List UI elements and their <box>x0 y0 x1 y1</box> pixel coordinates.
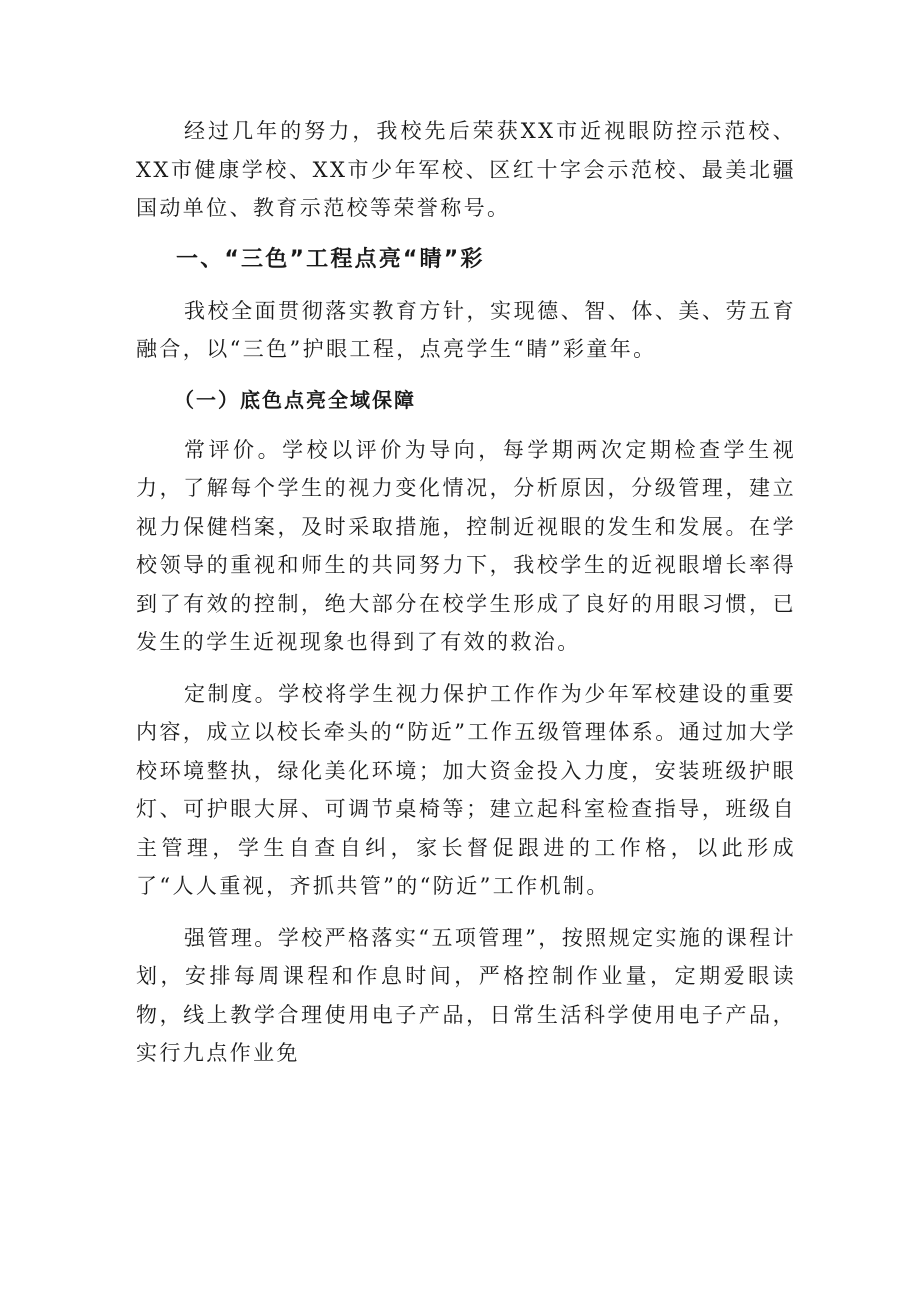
subsection-heading-1: （一）底色点亮全域保障 <box>174 387 416 412</box>
paragraph-evaluation: 常评价。学校以评价为导向，每学期两次定期检查学生视力，了解每个学生的视力变化情况，分析原因，分级管理，建立视力保健档案，及时采取措施，控制近视眼的发生和发展。在学校领导的重视和师生的共同努力下，我校学生的近视眼增长率得到了有效的控制，绝大部分在校学生形成了良好的用眼习惯，已发生的学生近视现象也得到了有效的救治。 <box>136 437 796 654</box>
paragraph-section1-intro: 我校全面贯彻落实教育方针，实现德、智、体、美、劳五育融合，以“三色”护眼工程，点亮学生“睛”彩童年。 <box>136 298 796 361</box>
document-body <box>136 112 796 1086</box>
section-heading-1: 一、“三色”工程点亮“睛”彩 <box>176 246 485 272</box>
paragraph-management: 强管理。学校严格落实“五项管理”，按照规定实施的课程计划，安排每周课程和作息时间，严格控制作业量，定期爱眼读物，线上教学合理使用电子产品，日常生活科学使用电子产品，实行九点作业免 <box>136 925 796 1065</box>
paragraph-intro: 经过几年的努力，我校先后荣获XX市近视眼防控示范校、XX市健康学校、XX市少年军校、区红十字会示范校、最美北疆国动单位、教育示范校等荣誉称号。 <box>136 119 796 220</box>
paragraph-system: 定制度。学校将学生视力保护工作作为少年军校建设的重要内容，成立以校长牵头的“防近”工作五级管理体系。通过加大学校环境整执，绿化美化环境；加大资金投入力度，安装班级护眼灯、可护眼大屏、可调节桌椅等；建立起科室检查指导，班级自主管理，学生自查自纠，家长督促跟进的工作格，以此形成了“人人重视，齐抓共管”的“防近”工作机制。 <box>136 681 796 898</box>
